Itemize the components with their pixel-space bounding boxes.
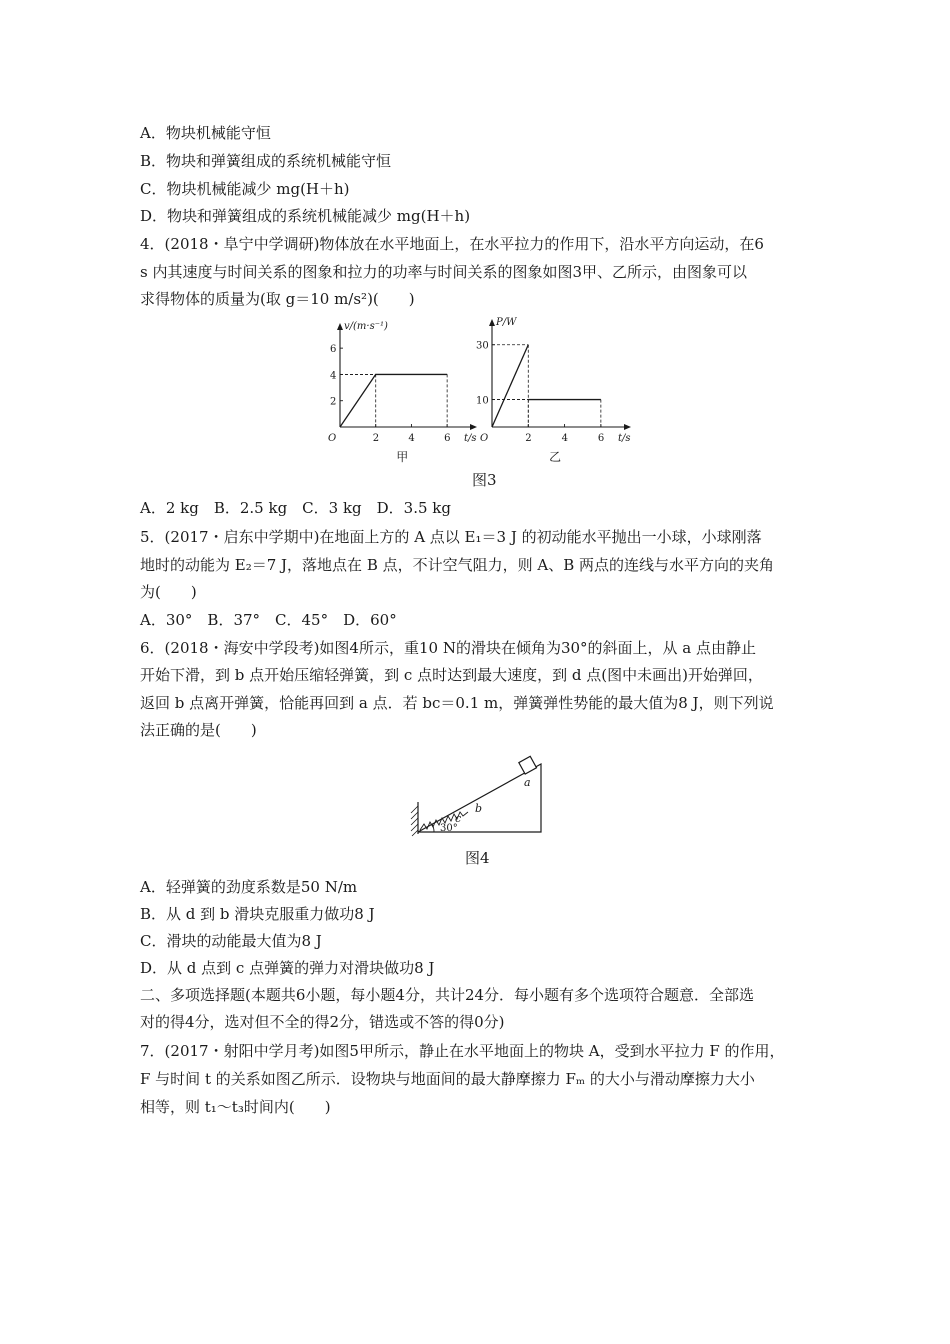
chart-jia-x-axis-label: t/s (464, 433, 477, 444)
sliding-block (519, 756, 537, 774)
chart-jia-y-tick-label-2: 6 (330, 344, 337, 356)
chart-yi-x-tick-label-1: 4 (561, 433, 568, 444)
figure-3-charts (300, 310, 640, 470)
figure-4-caption: 图4 (465, 849, 490, 867)
q6-option-b: B．从 d 到 b 滑块克服重力做功8 J (140, 905, 375, 923)
q7-line-2: F 与时间 t 的关系如图乙所示．设物块与地面间的最大静摩擦力 Fₘ 的大小与滑动摩擦力大小 (140, 1070, 755, 1088)
chart-yi-x-axis-arrow (624, 424, 631, 430)
q6-line-1: 6．(2018・海安中学段考)如图4所示，重10 N的滑块在倾角为30°的斜面上，从 a 点由静止 (140, 639, 757, 657)
chart-jia-x-axis-arrow (470, 424, 477, 430)
q4-options: A．2 kg B．2.5 kg C．3 kg D．3.5 kg (140, 499, 451, 517)
chart-yi-origin-label: O (480, 433, 489, 444)
chart-yi-y-axis-label: P/W (496, 317, 517, 328)
chart-jia-y-tick-label-1: 4 (330, 370, 337, 382)
figure-4-incline (400, 748, 550, 840)
chart-jia-series-line-0 (340, 374, 447, 427)
q5-line-3: 为( ) (140, 583, 197, 601)
q4-line-3: 求得物体的质量为(取 g＝10 m/s²)( ) (140, 290, 415, 308)
q5-line-2: 地时的动能为 E₂＝7 J，落地点在 B 点，不计空气阻力，则 A、B 两点的连线与水平方向的夹角 (140, 556, 775, 574)
chart-yi-series-line-0 (492, 345, 528, 427)
q3-option-a: A．物块机械能守恒 (140, 124, 271, 142)
q7-line-3: 相等，则 t₁～t₃时间内( ) (140, 1098, 331, 1116)
chart-yi-x-axis-label: t/s (618, 433, 631, 444)
chart-yi-x-tick-label-2: 6 (597, 433, 605, 444)
q4-line-1: 4．(2018・阜宁中学调研)物体放在水平地面上，在水平拉力的作用下，沿水平方向运动，在6 (140, 235, 764, 253)
q3-option-c: C．物块机械能减少 mg(H＋h) (140, 180, 350, 198)
chart-jia-x-tick-label-1: 4 (408, 433, 415, 444)
q5-line-1: 5．(2017・启东中学期中)在地面上方的 A 点以 E₁＝3 J 的初动能水平抛出一小球，小球刚落 (140, 528, 762, 546)
chart-yi-x-tick-label-0: 2 (525, 433, 532, 444)
point-c-label: c (455, 812, 462, 825)
chart-jia-y-tick-label-0: 2 (330, 396, 337, 408)
chart-jia-y-axis-arrow (337, 323, 343, 330)
point-b-label: b (475, 802, 483, 815)
chart-yi-y-tick-label-0: 10 (476, 395, 489, 407)
chart-jia-name: 甲 (396, 450, 409, 464)
incline-triangle (418, 764, 541, 832)
chart-yi-y-tick-label-1: 30 (476, 340, 489, 352)
section-2-heading-line-2: 对的得4分，选对但不全的得2分，错选或不答的得0分) (140, 1013, 505, 1031)
q6-line-4: 法正确的是( ) (140, 721, 257, 739)
figure-3-caption: 图3 (472, 471, 497, 489)
q6-option-a: A．轻弹簧的劲度系数是50 N/m (140, 878, 358, 896)
q5-options: A．30° B．37° C．45° D．60° (140, 611, 397, 629)
chart-yi-y-axis-arrow (489, 319, 495, 326)
q6-option-c: C．滑块的动能最大值为8 J (140, 932, 322, 950)
chart-yi (476, 317, 631, 464)
angle-label: 30° (440, 823, 458, 834)
q6-option-d: D．从 d 点到 c 点弹簧的弹力对滑块做功8 J (140, 959, 435, 977)
wall-hatching (411, 806, 418, 836)
q4-line-2: s 内其速度与时间关系的图象和拉力的功率与时间关系的图象如图3甲、乙所示，由图象可以 (140, 263, 748, 281)
chart-jia-y-axis-label: v/(m·s⁻¹) (344, 321, 388, 332)
q6-line-3: 返回 b 点离开弹簧，恰能再回到 a 点．若 bc＝0.1 m，弹簧弹性势能的最大值为8 J，则下列说 (140, 694, 774, 712)
point-a-label: a (524, 776, 531, 789)
q6-line-2: 开始下滑，到 b 点开始压缩轻弹簧，到 c 点时达到最大速度，到 d 点(图中未画出)开始弹回， (140, 666, 763, 684)
chart-jia-x-tick-label-0: 2 (372, 433, 380, 444)
q7-line-1: 7．(2017・射阳中学月考)如图5甲所示，静止在水平地面上的物块 A，受到水平拉力 F 的作用， (140, 1042, 785, 1060)
chart-jia-x-tick-label-2: 6 (444, 433, 451, 444)
chart-yi-name: 乙 (549, 450, 562, 464)
section-2-heading-line-1: 二、多项选择题(本题共6小题，每小题4分，共计24分．每小题有多个选项符合题意．全部选 (140, 986, 755, 1004)
chart-jia (328, 321, 477, 464)
chart-jia-origin-label: O (328, 433, 337, 444)
q3-option-d: D．物块和弹簧组成的系统机械能减少 mg(H＋h) (140, 207, 471, 225)
q3-option-b: B．物块和弹簧组成的系统机械能守恒 (140, 152, 392, 170)
